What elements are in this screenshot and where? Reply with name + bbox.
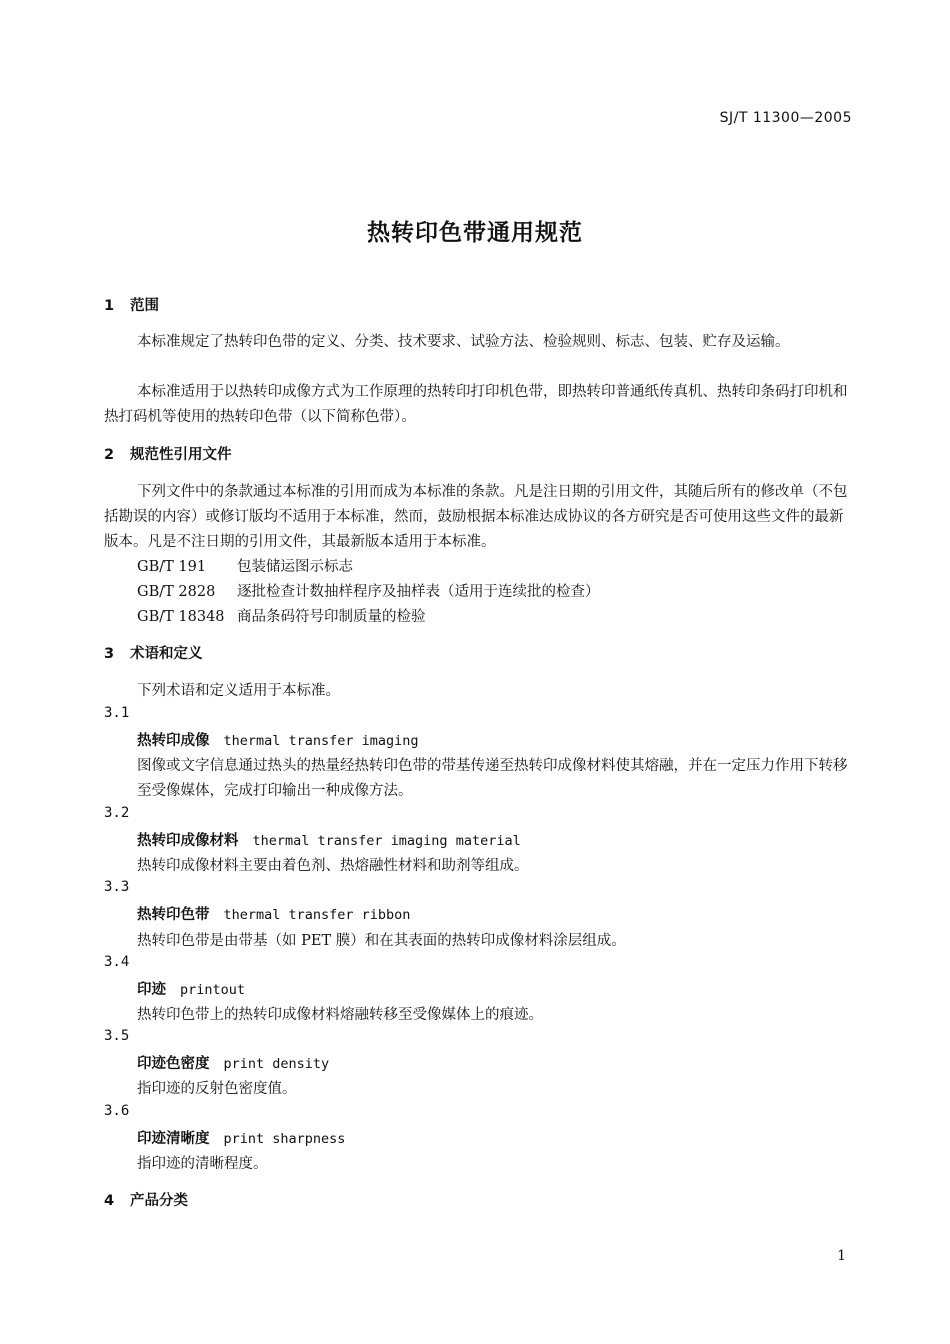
term-definition: 指印迹的清晰程度。 — [137, 1156, 268, 1172]
section-number: 1 — [104, 298, 115, 314]
clause-number: 3.1 — [104, 705, 130, 721]
term-heading — [137, 1127, 345, 1148]
reference-item — [137, 555, 353, 576]
section-4-heading — [104, 1189, 188, 1210]
section-number: 2 — [104, 447, 115, 463]
term-english: thermal transfer ribbon — [223, 907, 411, 923]
term-heading — [137, 903, 410, 924]
term-definition: 热转印色带是由带基（如 PET 膜）和在其表面的热转印成像材料涂层组成。 — [137, 933, 626, 949]
term-english: printout — [180, 982, 246, 998]
reference-title: 商品条码符号印制质量的检验 — [237, 609, 426, 625]
term-english: thermal transfer imaging material — [252, 833, 521, 849]
reference-item — [137, 580, 600, 601]
term-heading — [137, 978, 245, 999]
clause-number: 3.6 — [104, 1103, 130, 1119]
section-title: 范围 — [130, 298, 159, 314]
section-number: 4 — [104, 1193, 115, 1209]
reference-code: GB/T 2828 — [137, 584, 216, 600]
document-title: 热转印色带通用规范 — [367, 220, 583, 246]
page-number: 1 — [837, 1248, 846, 1264]
clause-number: 3.3 — [104, 879, 130, 895]
term-definition: 指印迹的反射色密度值。 — [137, 1081, 297, 1097]
term-chinese: 印迹色密度 — [137, 1056, 210, 1072]
section-1-heading — [104, 294, 159, 315]
reference-title: 包装储运图示标志 — [237, 559, 353, 575]
section-2-paragraph: 下列文件中的条款通过本标准的引用而成为本标准的条款。凡是注日期的引用文件，其随后所有的修改单（不包括勘误的内容）或修订版均不适用于本标准，然而，鼓励根据本标准达成协议的各方研究是否可使用这些文件的最新版本。凡是不注日期的引用文件，其最新版本适用于本标准。 — [104, 484, 848, 550]
term-definition: 热转印成像材料主要由着色剂、热熔融性材料和助剂等组成。 — [137, 858, 529, 874]
term-chinese: 热转印色带 — [137, 907, 210, 923]
clause-number: 3.2 — [104, 805, 130, 821]
term-definition: 热转印色带上的热转印成像材料熔融转移至受像媒体上的痕迹。 — [137, 1007, 543, 1023]
reference-item — [137, 605, 426, 626]
section-1-paragraph-1: 本标准规定了热转印色带的定义、分类、技术要求、试验方法、检验规则、标志、包装、贮存及运输。 — [137, 334, 790, 350]
term-heading — [137, 1052, 329, 1073]
term-chinese: 印迹 — [137, 982, 166, 998]
term-heading — [137, 829, 521, 850]
term-english: print sharpness — [223, 1131, 346, 1147]
section-number: 3 — [104, 646, 115, 662]
term-english: print density — [223, 1056, 330, 1072]
reference-code: GB/T 191 — [137, 559, 207, 575]
term-english: thermal transfer imaging — [223, 733, 419, 749]
section-3-heading — [104, 642, 203, 663]
standard-number: SJ/T 11300—2005 — [719, 110, 852, 126]
clause-number: 3.4 — [104, 954, 130, 970]
term-heading — [137, 729, 419, 750]
term-definition: 图像或文字信息通过热头的热量经热转印色带的带基传递至热转印成像材料使其熔融，并在一定压力作用下转移至受像媒体，完成打印输出一种成像方法。 — [137, 758, 848, 799]
term-chinese: 热转印成像 — [137, 733, 210, 749]
section-1-paragraph-2: 本标准适用于以热转印成像方式为工作原理的热转印打印机色带，即热转印普通纸传真机、热转印条码打印机和热打码机等使用的热转印色带（以下简称色带）。 — [104, 384, 848, 425]
section-3-intro: 下列术语和定义适用于本标准。 — [137, 683, 340, 699]
reference-title: 逐批检查计数抽样程序及抽样表（适用于连续批的检查） — [237, 584, 600, 600]
section-2-heading — [104, 443, 232, 464]
clause-number: 3.5 — [104, 1028, 130, 1044]
section-title: 术语和定义 — [130, 646, 203, 662]
section-title: 产品分类 — [130, 1193, 188, 1209]
term-chinese: 印迹清晰度 — [137, 1131, 210, 1147]
term-chinese: 热转印成像材料 — [137, 833, 239, 849]
reference-code: GB/T 18348 — [137, 609, 225, 625]
section-title: 规范性引用文件 — [130, 447, 232, 463]
